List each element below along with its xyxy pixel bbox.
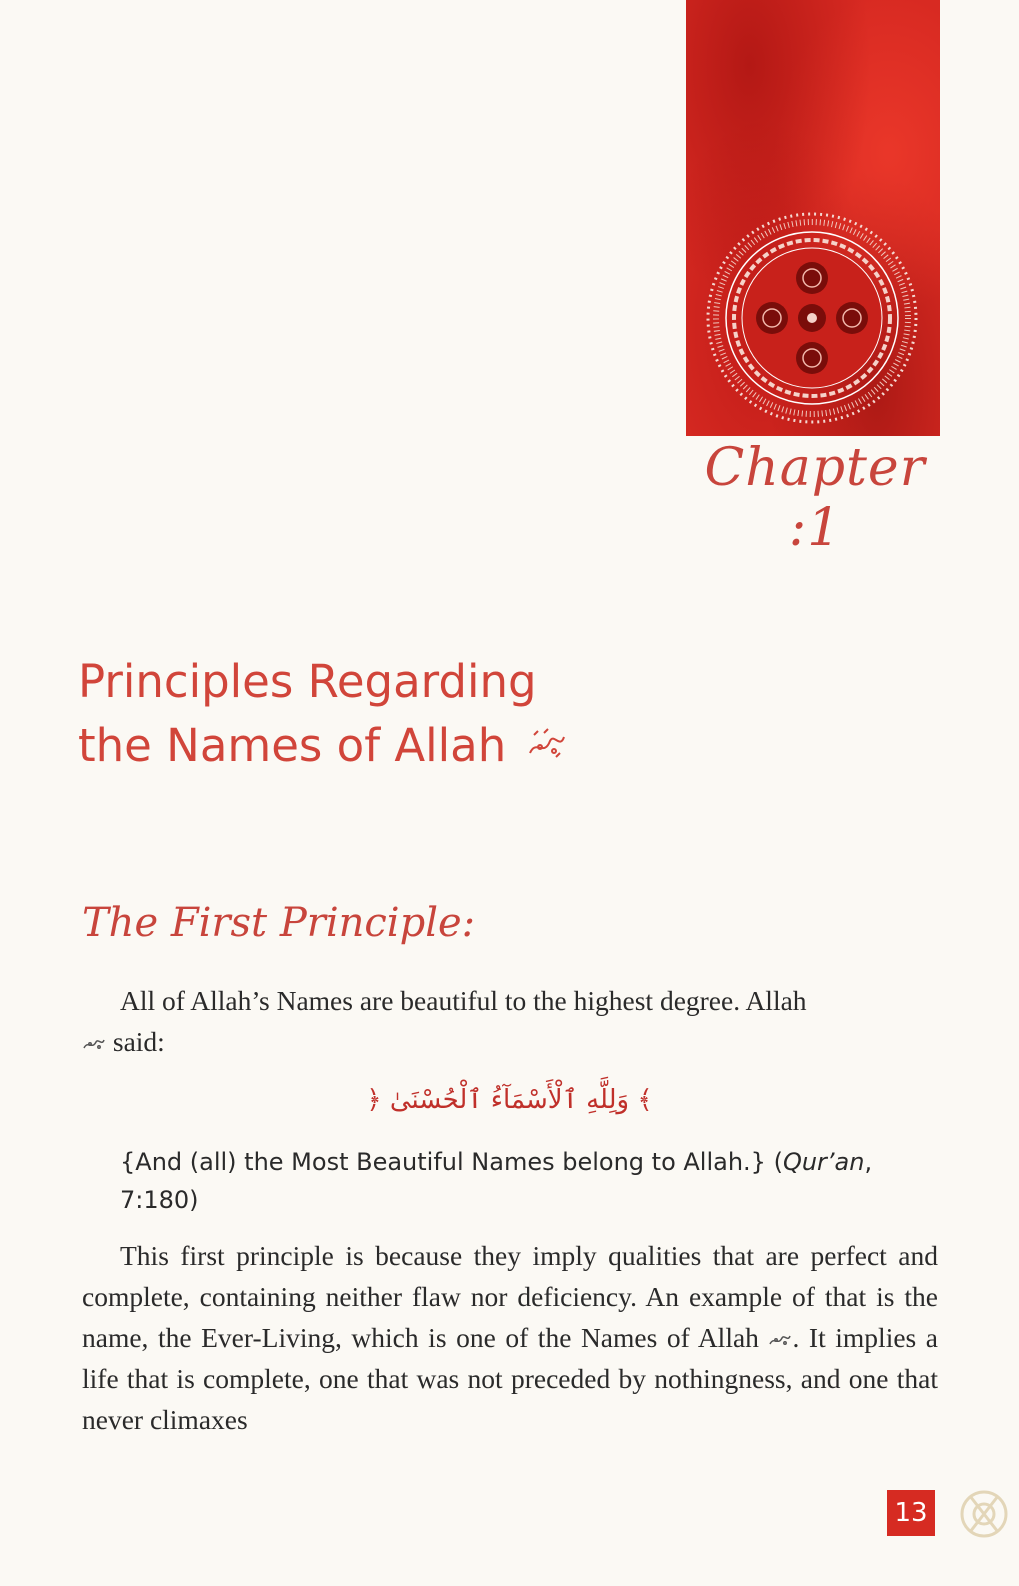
verse-translation: {And (all) the Most Beautiful Names belong to Allah.} (Qur’an, 7:180) (120, 1148, 873, 1214)
chapter-label: Chapter :1 (704, 438, 926, 558)
honorific-glyph-icon (768, 1330, 792, 1348)
paragraph-1-text: All of Allah’s Names are beautiful to the highest degree. Allah (120, 985, 807, 1016)
chapter-banner (686, 0, 940, 436)
verse-translation-text: {And (all) the Most Beautiful Names belong to Allah.} (120, 1148, 774, 1176)
mandala-medallion-icon (702, 208, 922, 428)
corner-ornament-icon (950, 1482, 1016, 1546)
paragraph-2-text-a: This first principle is because they imply qualities that are perfect and complete, containing neither flaw nor deficiency. An example of that is the name, the Ever-Living, which is one of the Names of Allah (82, 1240, 938, 1353)
title-line-2: the Names of Allah (78, 719, 507, 772)
verse-reference-rest: , 7:180) (120, 1148, 873, 1214)
quran-verse-arabic: ﴿ وَلِلَّهِ ٱلْأَسْمَآءُ ٱلْحُسْنَىٰ ﴾ (366, 1085, 653, 1115)
page-number: 13 (887, 1490, 935, 1536)
verse-reference-source: Qur’an (782, 1148, 865, 1176)
section-heading: The First Principle: (82, 900, 476, 946)
title-line-1: Principles Regarding (78, 655, 537, 708)
honorific-glyph-icon (526, 727, 568, 761)
paragraph-1-end: said: (106, 1026, 165, 1057)
paragraph-1 (82, 980, 938, 1062)
honorific-glyph-icon (82, 1034, 106, 1052)
paragraph-2-text-b: . It implies a life that is complete, one that was not preceded by nothingness, and one that never climaxes (82, 1322, 938, 1435)
paragraph-2 (82, 1235, 938, 1440)
